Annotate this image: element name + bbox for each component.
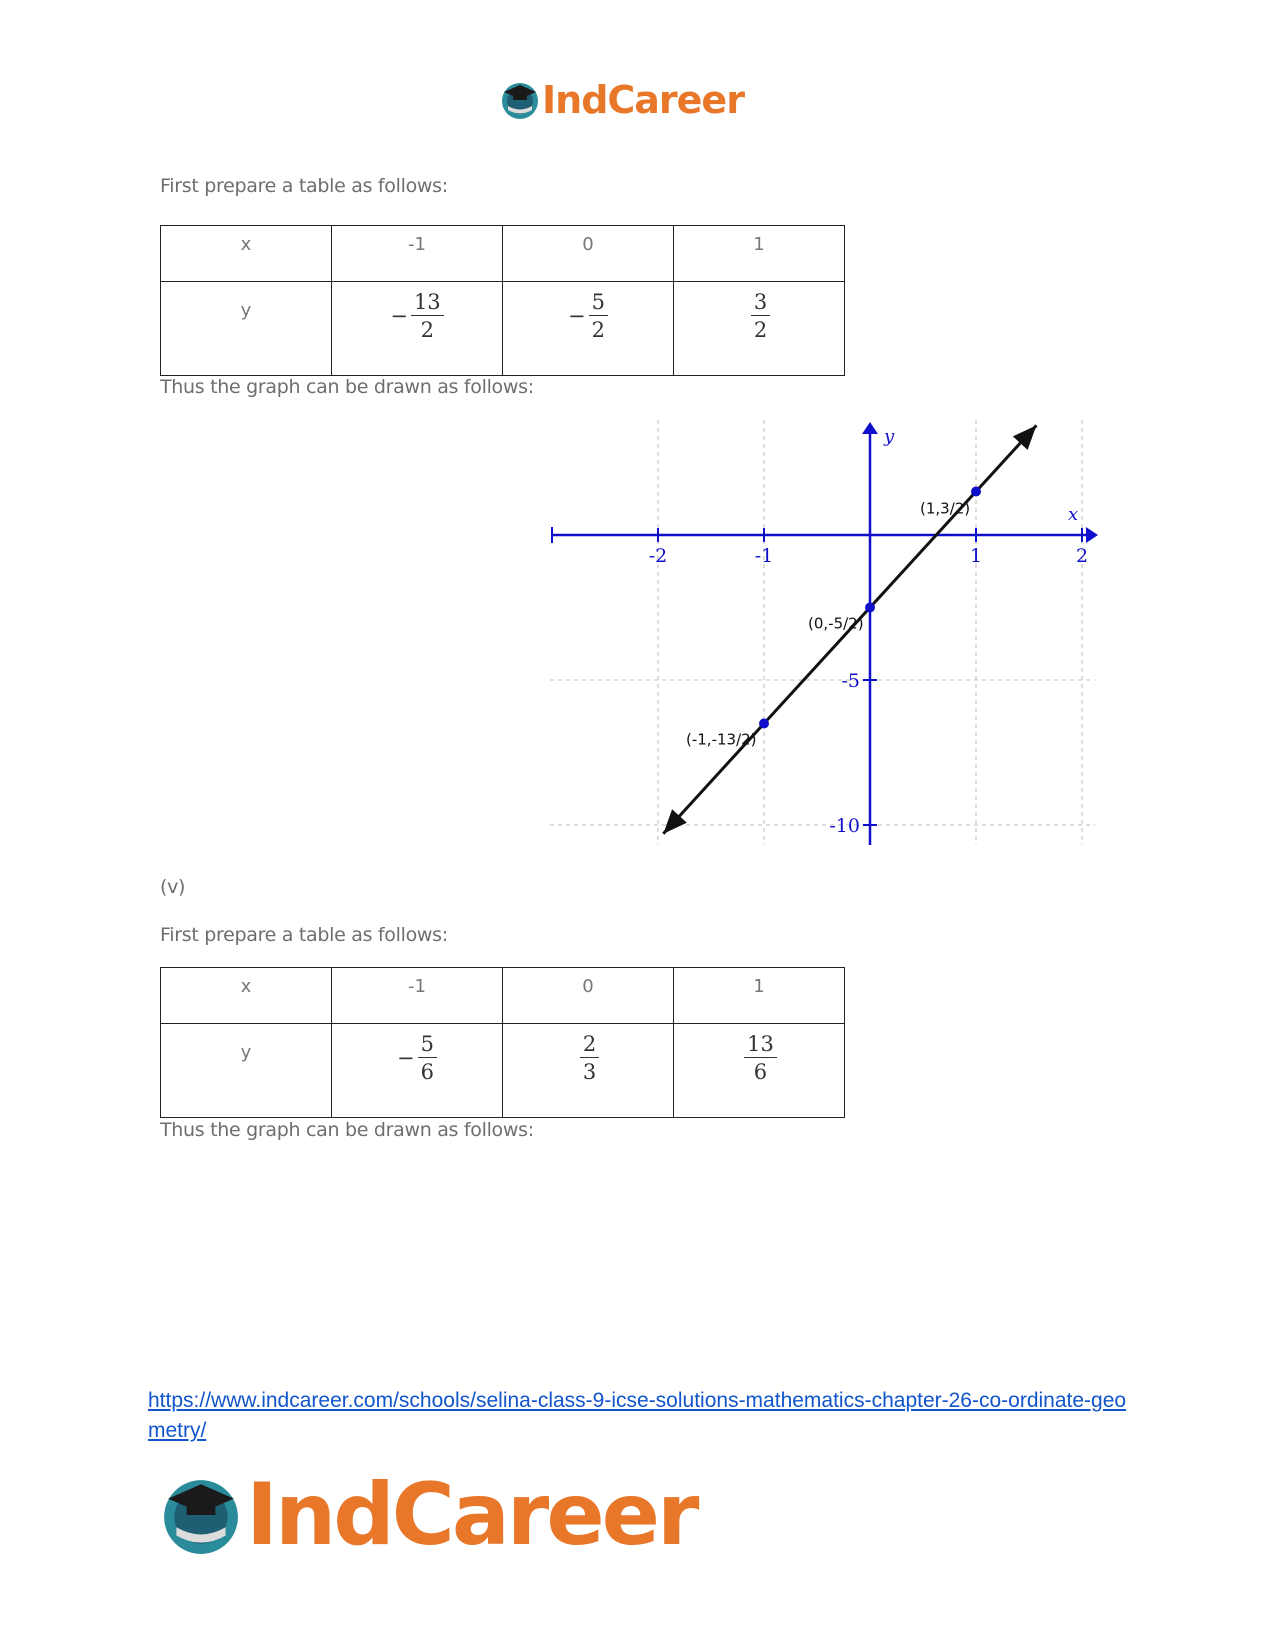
table-a-header-0: 0 xyxy=(503,226,674,282)
x-axis-label: x xyxy=(1068,504,1079,525)
table-b-header-x: x xyxy=(161,968,332,1024)
axes xyxy=(552,422,1098,845)
y-tick-label: -5 xyxy=(841,670,860,692)
fraction: − $\frac{5}{6}$ xyxy=(397,1032,437,1084)
plotted-points xyxy=(686,487,981,749)
line-graph xyxy=(550,420,1110,850)
grid-lines xyxy=(550,420,1095,845)
table-a-cell xyxy=(503,282,674,376)
x-tick-label: 1 xyxy=(969,545,983,567)
fraction: $\frac{3}{2}$ xyxy=(748,290,770,342)
point-label: (1,3/2) xyxy=(920,499,971,518)
data-point xyxy=(759,719,769,729)
indcareer-logo-bottom xyxy=(160,1465,696,1565)
x-tick-label: -1 xyxy=(754,545,774,567)
intro-text-a: First prepare a table as follows: xyxy=(160,175,448,197)
table-b-header-0: 0 xyxy=(503,968,674,1024)
indcareer-logo-top xyxy=(500,78,744,122)
table-a-header-neg1: -1 xyxy=(332,226,503,282)
outro-text-b: Thus the graph can be drawn as follows: xyxy=(160,1119,534,1141)
graduation-cap-icon xyxy=(500,80,540,120)
values-table-a xyxy=(160,225,845,376)
table-b-cell xyxy=(674,1024,845,1118)
x-tick-label: 2 xyxy=(1075,545,1089,567)
x-axis-arrow xyxy=(1086,527,1098,543)
point-label: (-1,-13/2) xyxy=(686,730,757,749)
table-a-cell xyxy=(332,282,503,376)
table-b-header-neg1: -1 xyxy=(332,968,503,1024)
table-b-cell xyxy=(503,1024,674,1118)
y-axis-label: y xyxy=(884,426,895,447)
fraction: $\frac{13}{6}$ xyxy=(741,1032,777,1084)
values-table-b xyxy=(160,967,845,1118)
table-a-header-x: x xyxy=(161,226,332,282)
table-a-cell xyxy=(674,282,845,376)
x-tick-label: -2 xyxy=(648,545,668,567)
graduation-cap-icon xyxy=(160,1474,242,1556)
source-link[interactable]: https://www.indcareer.com/schools/selina-class-9-icse-solutions-mathematics-chapter-26-co-ordinate-geometry/ xyxy=(148,1389,1127,1442)
data-point xyxy=(865,603,875,613)
fraction: − $\frac{13}{2}$ xyxy=(390,290,443,342)
intro-text-b: First prepare a table as follows: xyxy=(160,924,448,946)
brand-name: IndCareer xyxy=(542,78,744,122)
table-b-cell xyxy=(332,1024,503,1118)
table-b-header-1: 1 xyxy=(674,968,845,1024)
table-b-row-label: y xyxy=(161,1024,332,1118)
table-a-header-1: 1 xyxy=(674,226,845,282)
y-tick-label: -10 xyxy=(829,815,860,837)
table-a-row-label: y xyxy=(161,282,332,376)
fraction: $\frac{2}{3}$ xyxy=(577,1032,599,1084)
outro-text-a: Thus the graph can be drawn as follows: xyxy=(160,376,534,398)
data-point xyxy=(971,487,981,497)
fraction: − $\frac{5}{2}$ xyxy=(568,290,608,342)
part-label-v: (v) xyxy=(160,876,186,898)
y-axis-arrow xyxy=(862,422,878,434)
point-label: (0,-5/2) xyxy=(808,614,864,633)
brand-name: IndCareer xyxy=(246,1465,697,1565)
